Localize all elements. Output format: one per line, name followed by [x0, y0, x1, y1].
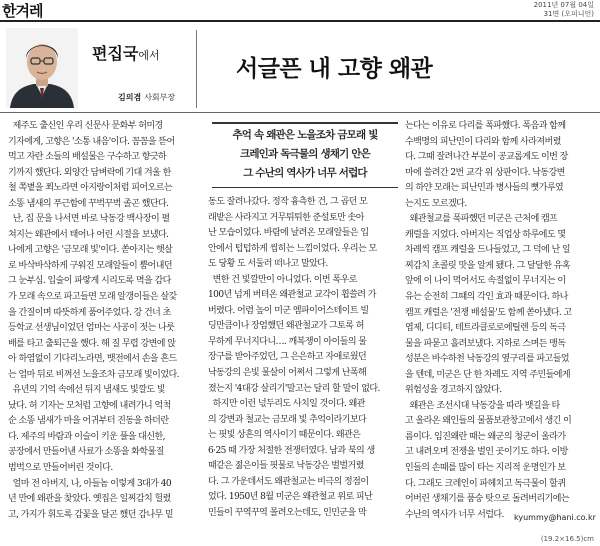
- byline: [118, 92, 175, 103]
- author-portrait-image: [6, 28, 78, 108]
- clipping-size-note: (19.2×16.5)cm: [540, 535, 594, 543]
- newspaper-logo: 한겨레: [2, 2, 43, 20]
- header-bottom-rule: [0, 112, 600, 113]
- section-title-suffix: 에서: [138, 49, 160, 62]
- body-column-1: 제주도 출신인 우리 신문사 문화부 허미경 기자에게, 고향은 '소통 내음'이다. 꼼꼼을 뜯어 먹고 자란 소들의 배설물은 구수하고 향긋하 기까지 했단다. 외양간 담벼락에 기대 겨울 한 철 쪽볕을 쬐노라면 아지랑이처럼 피어오르는 소똥 냄새의 푸근함에 꾸벅꾸벅 졸곤 했단다. 난, 집 문을 나서면 바로 낙동강 백사장이 펼 쳐지는 왜관에서 태어나 어린 시절을 보냈다. 나에게 고향은 '금모래 빛'이다. 쏟아지는 햇살 로 바삭바삭하게 구워진 모래알들이 뿜어내던 그 눈부심. 입술이 파랗게 시리도록 멱을 감다 가 모래 속으로 파고들면 모래 알갱이들은 살갗 을 간질이며 따뜻하게 품어주었다. 강 건너 초 등학교 선생님이었던 엄마는 사공이 젓는 나룻 배를 타고 출퇴근을 했다. 해 질 무렵 강변에 앉 아 하염없이 기다리노라면, 뱃전에서 손을 흔드 는 엄마 뒤로 비껴선 노을조차 금모래 빛이었다. 유년의 기억 속에선 뒤지 냄새도 빛깔도 빛 났다. 허 기자는 모처럼 고향에 내려가니 억척 순 소똥 냄새가 마을 어귀부터 진동을 하더란 다. 제주의 바람과 이슬이 키운 풀을 대신한, 공장에서 만들어낸 사료가 소똥을 화학물질 범벅으로 만들어버린 것이다. 얼마 전 아버지, 나, 아들놈 이렇게 3대가 40 년 만에 왜관을 찾았다. 옛집은 일찌감치 헐렸 고, 가지가 휘도록 감꽃을 달곤 했던 감나무 밑: [8, 121, 179, 520]
- header-divider: [196, 30, 197, 108]
- author-title: 사회부장: [144, 93, 176, 102]
- author-photo: [6, 28, 78, 108]
- dateline: [534, 1, 594, 19]
- publish-date: 2011년 07월 04일: [533, 1, 594, 9]
- body-column-3: 는다는 이유로 다리를 폭파했다. 폭음과 함께 수백명의 피난민이 다리와 함께 사라져버렸 다. 그때 잘려나간 부분이 공교롭게도 이번 장 마에 쓸려간 2번 교각 위 상판이다. 낙동강변 의 하얀 모래는 피난민과 병사들의 뼛가루였 는지도 모르겠다. 왜관철교를 폭파했던 미군은 근처에 캠프 캐럴을 지었다. 아버지는 직업상 하루에도 몇 차례씩 캠프 캐럴을 드나들었고, 그 덕에 난 일 찌감치 초콜릿 맛을 알게 됐다. 그 달달한 유혹 앞에 이 나이 먹어서도 속절없이 무너지는 이 유는 순전히 그때의 각인 효과 때문이다. 하나 캠프 캐럴은 '전쟁 배설물'도 함께 쏟아냈다. 고 엽제, 디디티, 테트라클로로에틸렌 등의 독극 물을 파묻고 흘려보냈다. 지하로 스며든 맹독 성분은 바수하천 낙동강의 옆구리를 파고들었 을 텐데, 미군은 단 한 차례도 지역 주민들에게 위험성을 경고하지 않았다. 왜관은 조선시대 낙동강을 따라 뱃길을 타 고 올라온 왜인들의 물품보관창고에서 생긴 이 름이다. 임진왜란 때는 왜군의 청군이 올라가 고 내려오며 전쟁을 벌인 곳이기도 하다. 이방 인들의 손때를 많이 타는 지리적 운명인가 보 다. 그래도 크레인이 파헤치고 독극물이 할퀴 어버린 생채기를 품숭 탓으로 돌려버리기에는 수난의 역사가 너무 서럽다.: [405, 121, 572, 520]
- author-email: kyummy@hani.co.kr: [514, 513, 596, 522]
- author-name: 김의겸: [118, 93, 142, 102]
- body-column-2: 동도 잘려나갔다. 정작 흉측한 건, 그 곱던 모 래밭은 사라지고 거무튀튀한 준설토만 솟아 난 모습이었다. 바람에 날려온 모래알들은 입 안에서 텁텁하게 씹히는 느낌이었다. 우리는 모 도 당황 도 서둘러 떠나고 말았다. 변한 건 빛깔만이 아니었다. 이번 폭우로 100년 넘게 버텨온 왜관철교 교각이 휩쓸려 가 버렸다. 어렴 높이 미군 엠파이어스테이트 빌 딩만큼이나 장엄했던 왜관철교가 그토록 허 무하게 무너지다니…. 깨복쟁이 아이들의 물 장구를 받아주었던, 그 은은하고 자애로웠던 낙동강의 은빛 물살이 어쩌서 그렇게 난폭해 졌는지 '4대강 살리기'말고는 달리 할 말이 없다. 하지만 이런 넋두리도 사치일 것이다. 왜관 의 강변과 철교는 금모래 빛 추억이라기보다 는 핏빛 상흔의 역사이기 때문이다. 왜관은 6·25 때 가장 처절한 전쟁터였다. 남과 북의 생 때같은 젊은이들 핏물로 낙동강은 벌벌거렸 다. 그 가운데서도 왜관철교는 비극의 정점이 었다. 1950년 8월 미군은 왜관철교 위로 피난 민들이 꾸역꾸역 몰려오는데도, 인민군을 막: [208, 197, 380, 518]
- top-rule: [0, 20, 600, 22]
- masthead: [0, 0, 600, 20]
- headline: 서글픈 내 고향 왜관: [236, 56, 433, 82]
- section-title: [92, 41, 160, 64]
- page-edition: 31면 (오피니언): [543, 10, 594, 18]
- pull-quote: 추억 속 왜관은 노을조차 금모래 빛 크레인과 독극물의 생채기 안은 그 수난의 역사가 너무 서럽다: [212, 122, 398, 188]
- section-title-main: 편집국: [92, 44, 139, 63]
